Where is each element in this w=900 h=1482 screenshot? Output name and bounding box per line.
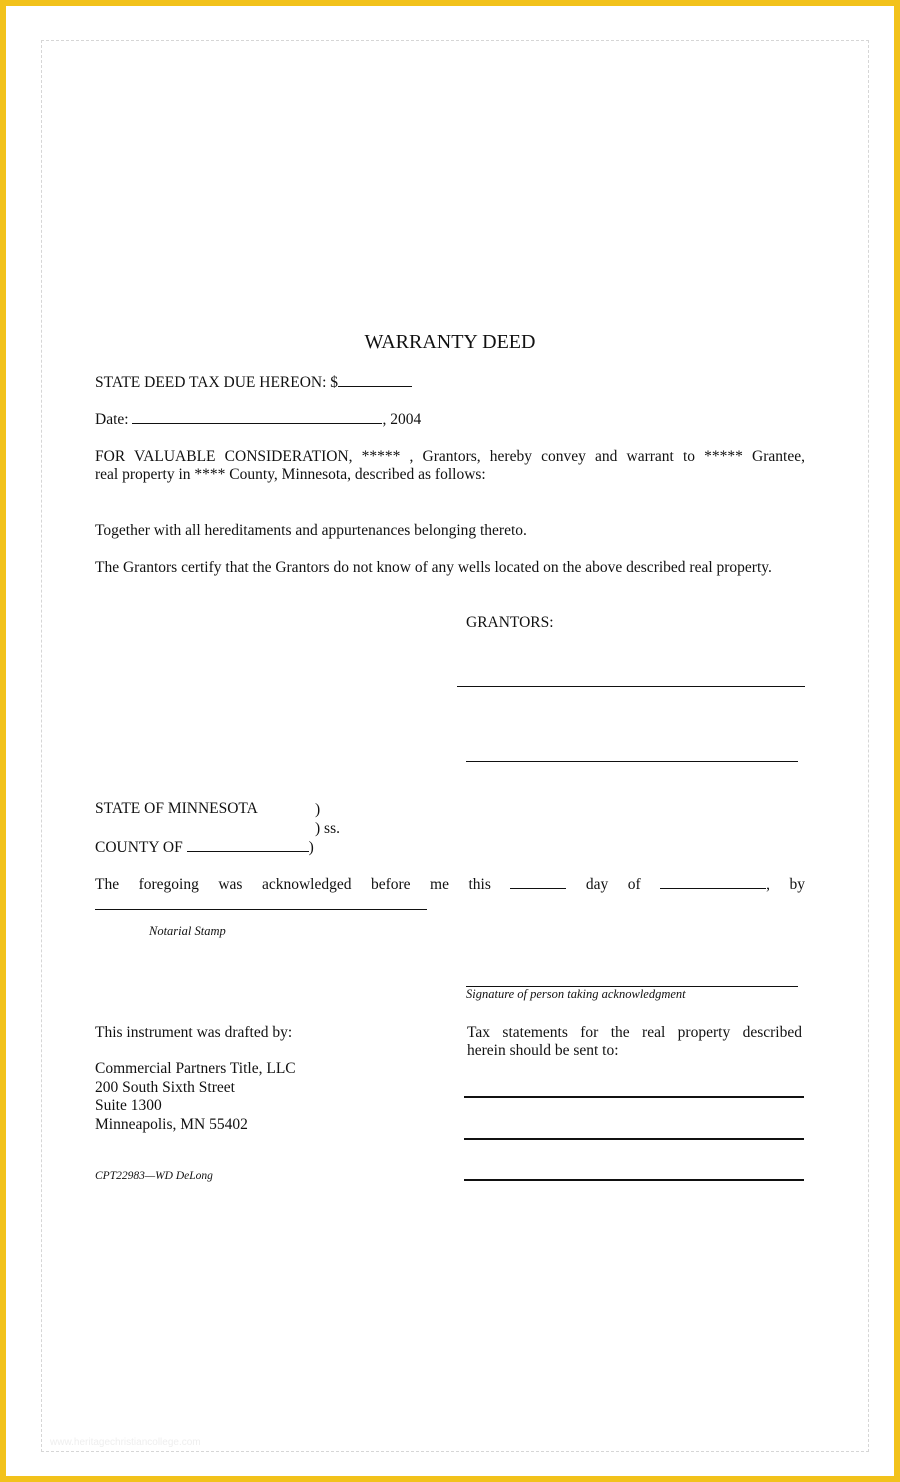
notarial-stamp-label: Notarial Stamp	[149, 924, 226, 938]
watermark-text: www.heritagechristiancollege.com	[50, 1437, 201, 1448]
venue-state: STATE OF MINNESOTA	[95, 800, 258, 817]
tax-statements-line-1: Tax statements for the real property described	[467, 1024, 802, 1041]
grantors-label: GRANTORS:	[466, 614, 554, 631]
venue-county-label: COUNTY OF	[95, 839, 183, 856]
drafter-city: Minneapolis, MN 55402	[95, 1116, 248, 1134]
tax-address-line-1[interactable]	[464, 1096, 804, 1098]
ack-word: before	[370, 876, 411, 893]
acknowledgment-sentence	[95, 874, 805, 894]
notary-signature-caption: Signature of person taking acknowledgment	[466, 987, 686, 1001]
ack-day: day	[585, 876, 609, 893]
ack-word: me	[430, 876, 449, 893]
ack-of: of	[627, 876, 641, 893]
ack-word: acknowledged	[261, 876, 352, 893]
date-line	[95, 409, 421, 429]
document-page	[41, 40, 869, 1452]
consideration-line-1: FOR VALUABLE CONSIDERATION, ***** , Grantors, hereby convey and warrant to ***** Grantee,	[95, 448, 805, 465]
ack-word: this	[468, 876, 491, 893]
drafter-suite: Suite 1300	[95, 1097, 162, 1115]
ack-word: was	[218, 876, 243, 893]
venue-ss: ) ss.	[315, 820, 340, 837]
ack-day-blank[interactable]	[510, 874, 566, 889]
drafted-by-label: This instrument was drafted by:	[95, 1024, 293, 1041]
venue-paren-1: )	[315, 801, 321, 818]
grantor-signature-line-1[interactable]	[457, 686, 805, 687]
deed-tax-line	[95, 372, 412, 392]
acknowledged-by-line[interactable]	[95, 909, 427, 910]
venue-paren-3: )	[308, 839, 314, 856]
deed-tax-label: STATE DEED TAX DUE HEREON: $	[95, 374, 339, 391]
drafter-address	[95, 1060, 296, 1135]
ack-comma: ,	[766, 876, 770, 893]
drafter-street: 200 South Sixth Street	[95, 1078, 235, 1096]
document-title: WARRANTY DEED	[364, 331, 536, 353]
page-frame	[6, 6, 894, 1476]
ack-month-blank[interactable]	[660, 874, 766, 889]
wells-certification: The Grantors certify that the Grantors do not know of any wells located on the above described real property.	[95, 559, 772, 576]
ack-word: The	[95, 876, 120, 893]
tax-statements-line-2: herein should be sent to:	[467, 1042, 619, 1059]
ack-word: foregoing	[138, 876, 199, 893]
ack-by: by	[789, 876, 805, 893]
date-blank[interactable]	[132, 409, 382, 424]
date-year: , 2004	[382, 411, 422, 428]
county-blank[interactable]	[187, 837, 309, 852]
consideration-line-2: real property in **** County, Minnesota, described as follows:	[95, 466, 486, 483]
date-label: Date:	[95, 411, 129, 428]
drafter-name: Commercial Partners Title, LLC	[95, 1060, 296, 1077]
deed-tax-blank[interactable]	[338, 372, 412, 387]
hereditaments-clause: Together with all hereditaments and appurtenances belonging thereto.	[95, 522, 527, 539]
venue-county-line	[95, 837, 314, 857]
document-reference: CPT22983—WD DeLong	[95, 1170, 213, 1182]
grantor-signature-line-2[interactable]	[466, 761, 798, 762]
tax-address-line-3[interactable]	[464, 1179, 804, 1181]
tax-address-line-2[interactable]	[464, 1138, 804, 1140]
ack-month-group	[660, 874, 770, 894]
